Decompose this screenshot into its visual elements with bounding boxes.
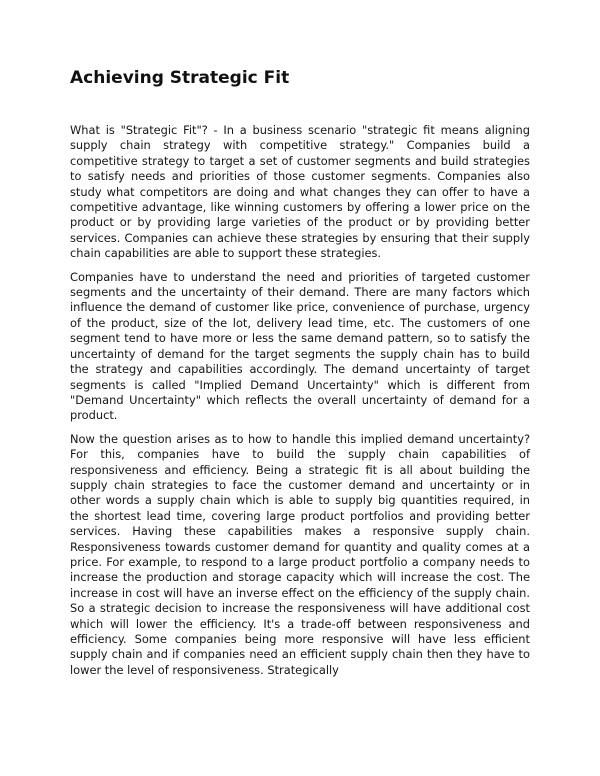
paragraph-strategic-fit-definition: What is "Strategic Fit"? - In a business scenario "strategic fit means aligning supply chain strategy with competitive strategy." Companies build a competitive strategy to target a set of customer segments and build strategies to satisfy needs and priorities of those customer segments. Companies also study what competitors are doing and what changes they can offer to have a competitive advantage, like winning customers by offering a lower price on the product or by providing large varieties of the product or by providing better services. Companies can achieve these strategies by ensuring that their supply chain capabilities are able to support these strategies. (70, 123, 530, 261)
paragraph-customer-demand-uncertainty: Companies have to understand the need and priorities of targeted customer segments and the uncertainty of their demand. There are many factors which influence the demand of customer like price, convenience of purchase, urgency of the product, size of the lot, delivery lead time, etc. The customers of one segment tend to have more or less the same demand pattern, so to satisfy the uncertainty of demand for the target segments the supply chain has to build the strategy and capabilities accordingly. The demand uncertainty of target segments is called "Implied Demand Uncertainty" which is different from "Demand Uncertainty" which reflects the overall uncertainty of demand for a product. (70, 269, 530, 423)
paragraph-responsiveness-efficiency: Now the question arises as to how to handle this implied demand uncertainty? For this, companies have to build the supply chain capabilities of responsiveness and efficiency. Being a strategic fit is all about building the supply chain strategies to face the customer demand and uncertainty or in other words a supply chain which is able to supply big quantities required, in the shortest lead time, covering large product portfolios and providing better services. Having these capabilities makes a responsive supply chain. Responsiveness towards customer demand for quantity and quality comes at a price. For example, to respond to a large product portfolio a company needs to increase the production and storage capacity which will increase the cost. The increase in cost will have an inverse effect on the efficiency of the supply chain. So a strategic decision to increase the responsiveness will have additional cost which will lower the efficiency. It's a trade-off between responsiveness and efficiency. Some companies being more responsive will have less efficient supply chain and if companies need an efficient supply chain then they have to lower the level of responsiveness. Strategically (70, 431, 530, 677)
document-title: Achieving Strategic Fit (70, 68, 290, 88)
